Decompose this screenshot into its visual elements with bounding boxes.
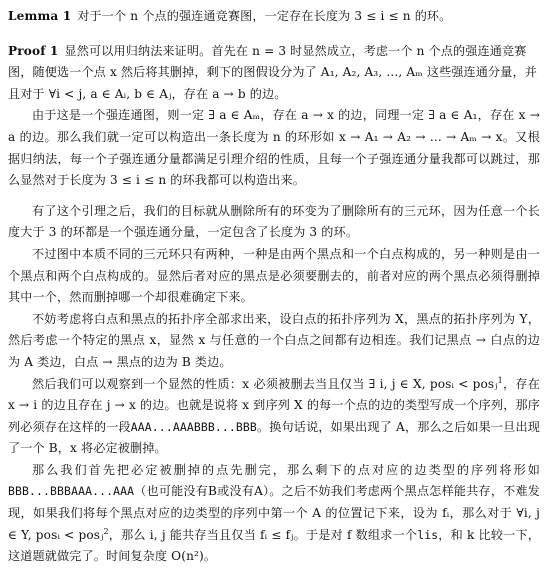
lis-code: lis [417,527,439,542]
document-body [8,6,540,568]
proof-continuation: 由于这是一个强连通图，则一定 ∃ a ∈ Aₘ，存在 a → x 的边，同理一定 ∃ a ∈ A₁，存在 x → a 的边。那么我们就一定可以构造出一条长度为 n 的环形如 x → A₁ → A₂ → ... → Aₘ → x。又根据归纳法，每一个子强连通分量都满足引理介绍的性质，且每一个子强连通分量我都可以跳过，那么显然对于长度为 3 ≤ i ≤ n 的环我都可以构造出来。 [8,108,540,188]
paragraph-3: 不妨考虑将白点和黑点的拓扑序全部求出来，设白点的拓扑序列为 X，黑点的拓扑序列为 Y，然后考虑一个特定的黑点 x，显然 x 与任意的一个白点之间都有边相连。我们记黑点 → 白点的边为 A 类边，白点 → 黑点的边为 B 类边。 [8,311,540,369]
paragraph-4-part3: 。换句话说，如果出现了 A，那么之后如果一旦出现了一个 B，x 将必定被删掉。 [8,419,540,456]
proof-text: 显然可以用归纳法来证明。首先在 n = 3 时显然成立，考虑一个 n 个点的强连通竞赛图，随便选一个点 x 然后将其删掉，剩下的图假设分为了 A₁, A₂, A₃, ..., Aₘ 这些强连通分量，并且对于 ∀i < j, a ∈ Aᵢ, b ∈ Aⱼ，存在 a → b 的边。 [8,43,538,101]
paragraph-5 [8,460,540,568]
paragraph-4 [8,374,540,460]
lemma-label: Lemma 1 [8,9,72,23]
lemma-statement [8,6,540,28]
paragraph-4-part2: ，存在 x → i 的边且存在 j → x 的边。也就是说将 x 到序列 X 的每一个点的边的类型写成一个序列，那序列必须存在这样的一段 [8,376,540,434]
lemma-text: 对于一个 n 个点的强连通竞赛图，一定存在长度为 3 ≤ i ≤ n 的环。 [77,9,452,23]
paragraph-4-part1: 然后我们可以观察到一个显然的性质：x 必须被删去当且仅当 ∃ i, j ∈ X, posᵢ < posⱼ [32,376,498,391]
paragraph-1: 有了这个引理之后，我们的目标就从删除所有的环变为了删除所有的三元环，因为任意一个长度大于 3 的环都是一个强连通分量，一定包含了长度为 3 的环。 [8,203,540,240]
sequence-code-2: BBB...BBBAAA...AAA [8,484,135,499]
proof-label: Proof 1 [8,43,59,58]
proof-statement [8,41,540,106]
footnote-mark-2: 2 [103,526,109,536]
paragraph-5-part2: （也可能没有B或没有A）。之后不妨我们考虑两个黑点怎样能共存，不难发现，如果我们将每个黑点对应的边类型的序列中第一个 A 的位置记下来，设为 fᵢ，那么对于 ∀i, j ∈ Y, posᵢ < posⱼ [8,484,540,542]
paragraph-5-part4: ，和 k 比较一下，这道题就做完了。时间复杂度 O(n²)。 [8,527,540,564]
paragraph-2: 不过图中本质不同的三元环只有两种，一种是由两个黑点和一个白点构成的，另一种则是由一个黑点和两个白点构成的。显然后者对应的黑点是必须要删去的，前者对应的两个黑点必须得删掉其中一个，然而删掉哪一个却很难确定下来。 [8,246,540,305]
paragraph-5-part1: 那么我们首先把必定被删掉的点先删完，那么剩下的点对应的边类型的序列将形如 [32,462,540,477]
sequence-code-1: AAA...AAABBB...BBB [130,419,257,434]
footnote-mark-1: 1 [497,375,503,385]
paragraph-5-part3: ，那么 i, j 能共存当且仅当 fᵢ ≤ fⱼ。于是对 f 数组求一个 [108,527,418,542]
